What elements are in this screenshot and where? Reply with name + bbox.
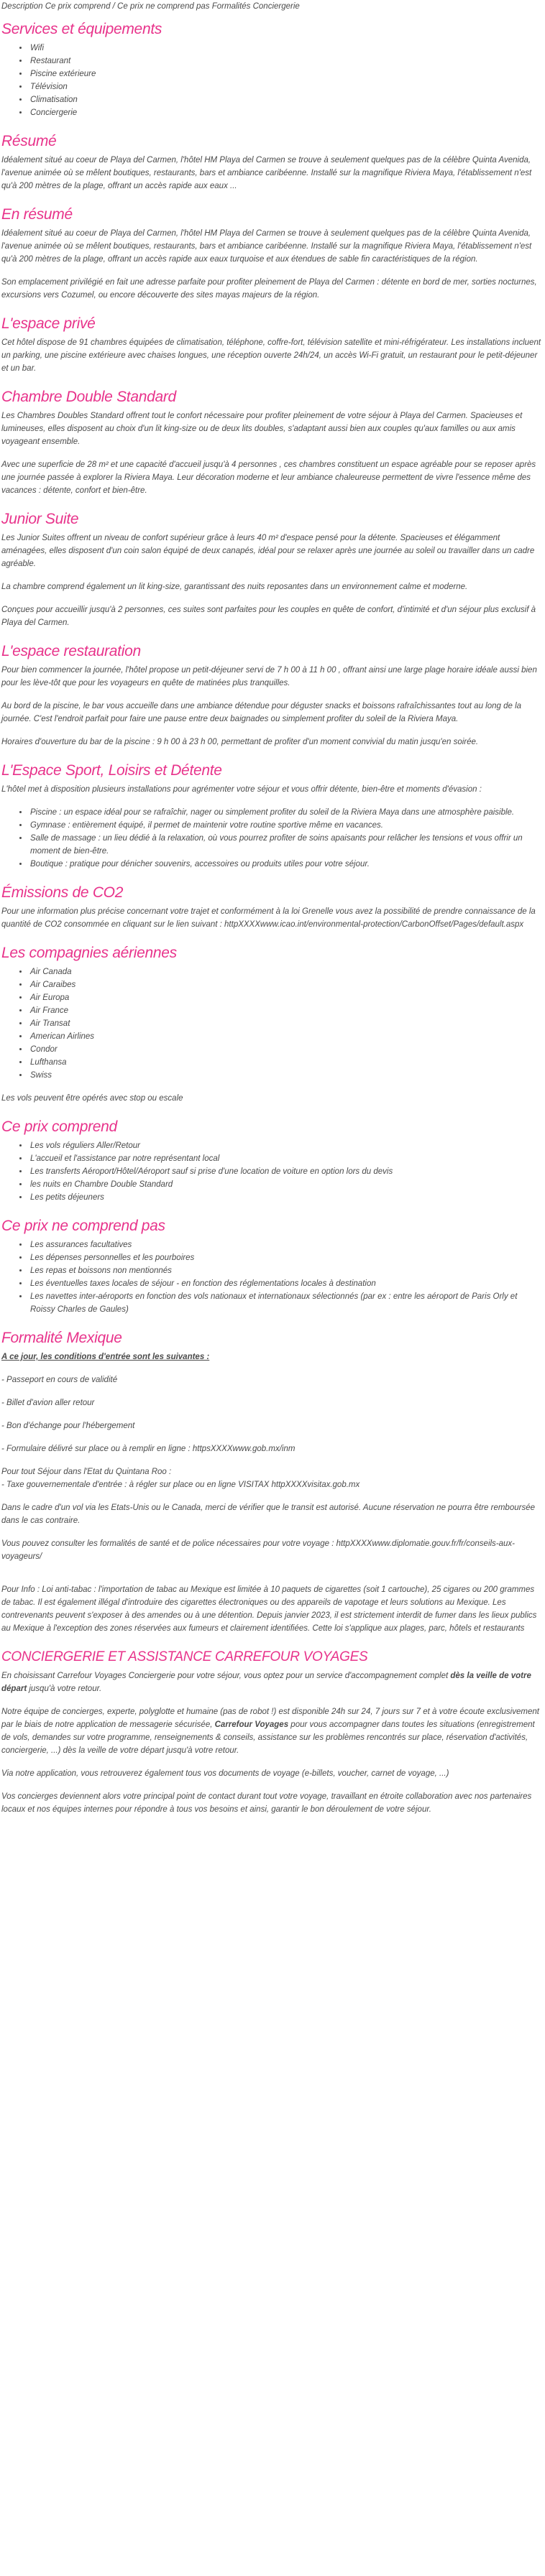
conciergerie-text-1-end: jusqu'à votre retour.: [27, 1685, 102, 1693]
sport-list: [1, 806, 544, 871]
formalite-line-passeport: - Passeport en cours de validité: [1, 1376, 118, 1384]
chambre-heading: Chambre Double Standard: [1, 389, 176, 405]
formalite-transit: Dans le cadre d'un vol via les Etats-Unis ou le Canada, merci de vérifier que le transit est autorisé. Aucune réservation ne pourra être remboursée dans le cas contraire.: [1, 1504, 535, 1525]
list-item: • Boutique : pratique pour dénicher souvenirs, accessoires ou produits utiles pour votre séjour.: [29, 858, 544, 871]
formalite-quintana-roo: Pour tout Séjour dans l'Etat du Quintana Roo :: [1, 1468, 172, 1476]
formalite-line-bon: - Bon d'échange pour l'hébergement: [1, 1422, 135, 1430]
list-item: • Air Europa: [29, 991, 544, 1004]
list-item: • Les éventuelles taxes locales de séjour - en fonction des réglementations locales à destination: [29, 1277, 544, 1290]
list-item: • Climatisation: [29, 93, 544, 106]
en-resume-text-1: Idéalement situé au coeur de Playa del Carmen, l'hôtel HM Playa del Carmen se trouve à seulement quelques pas de la célèbre Quinta Avenida, l'avenue animée où se mêlent boutiques, restaurants, bars et ambiance caribéenne. Installé sur la magnifique Riviera Maya, l'établissement n'est qu'à 200 mètres de la plage, offrant un accès rapide aux eaux turquoise et aux étendues de sable fin caractéristiques de la région.: [1, 229, 532, 264]
list-item: • L'accueil et l'assistance par notre représentant local: [29, 1152, 544, 1165]
compagnies-heading: Les compagnies aériennes: [1, 945, 177, 961]
junior-text-1: Les Junior Suites offrent un niveau de confort supérieur grâce à leurs 40 m² d'espace pensé pour la détente. Spacieuses et élégamment aménagées, elles disposent d'un coin salon équipé de deux canapés, idéal pour se relaxer après une journée au soleil ou travailler dans un cadre agréable.: [1, 534, 535, 568]
list-item: • Piscine : un espace idéal pour se rafraîchir, nager ou simplement profiter du soleil de la Riviera Maya dans une atmosphère paisible.: [29, 806, 544, 819]
conciergerie-text-2-start: Notre équipe de concierges, experte, polyglotte et humaine (pas de robot !) est disponible 24h sur 24, 7 jours sur 7 et à votre écoute exclusivement par le biais de notre application de messagerie sécurisée,: [1, 1708, 539, 1729]
chambre-text-1: Les Chambres Doubles Standard offrent tout le confort nécessaire pour profiter pleinement de votre séjour à Playa del Carmen. Spacieuses et lumineuses, elles disposent au choix d'un lit king-size ou de deux lits doubles, s'adaptant aussi bien aux couples qu'aux familles ou aux amis voyageant ensemble.: [1, 412, 523, 446]
list-item: • Gymnase : entièrement équipé, il permet de maintenir votre routine sportive même en vacances.: [29, 819, 544, 832]
conciergerie-text-2-end: pour vous accompagner dans toutes les situations (enregistrement de vols, demandes sur votre programme, renseignements & conseils, assistance sur les problèmes rencontrés sur place, réservation d'activités, conciergerie, ...) dès la veille de votre départ jusqu'à votre retour.: [1, 1720, 535, 1755]
services-heading: Services et équipements: [1, 21, 162, 37]
comprend-heading: Ce prix comprend: [1, 1118, 117, 1135]
conciergerie-text-3: Via notre application, vous retrouverez également tous vos documents de voyage (e-billets, voucher, carnet de voyage, ...): [1, 1769, 449, 1778]
list-item: • Télévision: [29, 80, 544, 93]
sport-text: L'hôtel met à disposition plusieurs installations pour agrémenter votre séjour et vous offrir détente, bien-être et moments d'évasion :: [1, 785, 482, 794]
restauration-text-3: Horaires d'ouverture du bar de la piscine : 9 h 00 à 23 h 00, permettant de profiter d'un moment convivial du matin jusqu'en soirée.: [1, 738, 479, 746]
formalite-tabac: Pour Info : Loi anti-tabac : l'importation de tabac au Mexique est limitée à 10 paquets de cigarettes (soit 1 cartouche), 25 cigares ou 200 grammes de tabac. Il est également illégal d'introduire des cigarettes électroniques ou des appareils de vapotage et leurs solutions au Mexique. Les contrevenants peuvent s'exposer à des amendes ou à une détention. Depuis janvier 2023, il est strictement interdit de fumer dans les lieux publics au Mexique à l'exception des zones réservées aux fumeurs et clairement identifiées. Cette loi s'applique aux plages, parc, hôtels et restaurants: [1, 1585, 537, 1633]
list-item: • les nuits en Chambre Double Standard: [29, 1178, 544, 1191]
comprend-list: [1, 1139, 544, 1204]
list-item: • Les repas et boissons non mentionnés: [29, 1264, 544, 1277]
list-item: • Les dépenses personnelles et les pourboires: [29, 1251, 544, 1264]
formalite-taxe: - Taxe gouvernementale d'entrée : à régler sur place ou en ligne VISITAX httpXXXXvisitax.gob.mx: [1, 1481, 360, 1489]
junior-suite-heading: Junior Suite: [1, 511, 79, 527]
list-item: • Swiss: [29, 1069, 544, 1082]
list-item: • Wifi: [29, 42, 544, 55]
co2-heading: Émissions de CO2: [1, 884, 124, 901]
list-item: • Les transferts Aéroport/Hôtel/Aéroport sauf si prise d'une location de voiture en option lors du devis: [29, 1165, 544, 1178]
conciergerie-text-2: [1, 1705, 544, 1757]
compagnies-note: Les vols peuvent être opérés avec stop ou escale: [1, 1094, 183, 1103]
resume-heading: Résumé: [1, 133, 57, 149]
en-resume-heading: En résumé: [1, 206, 73, 223]
list-item: • Conciergerie: [29, 106, 544, 119]
list-item: • Restaurant: [29, 55, 544, 68]
list-item: • Les petits déjeuners: [29, 1191, 544, 1204]
list-item: • American Airlines: [29, 1030, 544, 1043]
restauration-heading: L'espace restauration: [1, 643, 141, 659]
chambre-text-2: Avec une superficie de 28 m² et une capacité d'accueil jusqu'à 4 personnes , ces chambres constituent un espace agréable pour se reposer après une journée passée à explorer la Riviera Maya. Leur décoration moderne et leur ambiance chaleureuse permettent de vivre l'essence même des vacances : détente, confort et bien-être.: [1, 460, 536, 495]
list-item: • Les vols réguliers Aller/Retour: [29, 1139, 544, 1152]
list-item: • Les assurances facultatives: [29, 1238, 544, 1251]
list-item: • Air Caraibes: [29, 978, 544, 991]
conciergerie-text-1-bold: dès la veille de votre départ: [1, 1672, 531, 1693]
resume-text: Idéalement situé au coeur de Playa del Carmen, l'hôtel HM Playa del Carmen se trouve à seulement quelques pas de la célèbre Quinta Avenida, l'avenue animée où se mêlent boutiques, restaurants, bars et ambiance caribéenne. Installé sur la magnifique Riviera Maya, l'établissement n'est qu'à 200 mètres de la plage, offrant un accès rapide aux eaux ...: [1, 156, 532, 190]
ne-comprend-list: [1, 1238, 544, 1316]
restauration-text-1: Pour bien commencer la journée, l'hôtel propose un petit-déjeuner servi de 7 h 00 à 11 h 00 , offrant ainsi une large plage horaire idéale aussi bien pour les lève-tôt que pour les voyageurs en quête de matinées plus tranquilles.: [1, 666, 537, 687]
ne-comprend-heading: Ce prix ne comprend pas: [1, 1218, 165, 1234]
description-tabs-line: Description Ce prix comprend / Ce prix ne comprend pas Formalités Conciergerie: [1, 2, 300, 11]
formalite-heading: Formalité Mexique: [1, 1330, 122, 1346]
formalite-conditions-heading: A ce jour, les conditions d'entrée sont les suivantes :: [1, 1353, 210, 1361]
list-item: • Les navettes inter-aéroports en fonction des vols nationaux et internationaux sélectionnés (par ex : entre les aéroport de Paris Orly et Roissy Charles de Gaules): [29, 1290, 544, 1316]
list-item: • Piscine extérieure: [29, 68, 544, 80]
list-item: • Salle de massage : un lieu dédié à la relaxation, où vous pourrez profiter de soins apaisants pour relâcher les tensions et vous offrir un moment de bien-être.: [29, 832, 544, 858]
spacer: [1, 1573, 544, 1583]
junior-text-3: Conçues pour accueillir jusqu'à 2 personnes, ces suites sont parfaites pour les couples en quête de confort, d'intimité et d'un séjour plus exclusif à Playa del Carmen.: [1, 606, 536, 627]
compagnies-list: [1, 965, 544, 1082]
conciergerie-text-2-bold: Carrefour Voyages: [214, 1720, 289, 1729]
list-item: • Lufthansa: [29, 1056, 544, 1069]
en-resume-text-2: Son emplacement privilégié en fait une adresse parfaite pour profiter pleinement de Playa del Carmen : détente en bord de mer, sorties nocturnes, excursions vers Cozumel, ou encore découverte des sites mayas majeurs de la région.: [1, 278, 537, 300]
junior-text-2: La chambre comprend également un lit king-size, garantissant des nuits reposantes dans un environnement calme et moderne.: [1, 583, 468, 591]
services-list: [1, 42, 544, 119]
conciergerie-text-1: [1, 1669, 544, 1695]
restauration-text-2: Au bord de la piscine, le bar vous accueille dans une ambiance détendue pour déguster snacks et boissons rafraîchissantes tout au long de la journée. C'est l'endroit parfait pour faire une pause entre deux baignades ou simplement profiter du soleil de la Riviera Maya.: [1, 702, 522, 723]
formalite-line-billet: - Billet d'avion aller retour: [1, 1399, 95, 1407]
conciergerie-heading: CONCIERGERIE ET ASSISTANCE CARREFOUR VOYAGES: [1, 1649, 368, 1664]
list-item: • Air France: [29, 1004, 544, 1017]
formalite-line-formulaire: - Formulaire délivré sur place ou à remplir en ligne : httpsXXXXwww.gob.mx/inm: [1, 1445, 296, 1453]
conciergerie-text-1-start: En choisissant Carrefour Voyages Conciergerie pour votre séjour, vous optez pour un service d'accompagnement complet: [1, 1672, 451, 1680]
list-item: • Air Canada: [29, 965, 544, 978]
espace-prive-text: Cet hôtel dispose de 91 chambres équipées de climatisation, téléphone, coffre-fort, télévision satellite et mini-réfrigérateur. Les installations incluent un parking, une piscine extérieure avec chaises longues, une réception ouverte 24h/24, un accès Wi-Fi gratuit, un restaurant pour le petit-déjeuner et un bar.: [1, 338, 541, 373]
list-item: • Air Transat: [29, 1017, 544, 1030]
sport-heading: L'Espace Sport, Loisirs et Détente: [1, 762, 222, 779]
list-item: • Condor: [29, 1043, 544, 1056]
conciergerie-text-4: Vos concierges deviennent alors votre principal point de contact durant tout votre voyage, travaillant en étroite collaboration avec nos partenaires locaux et nos équipes internes pour répondre à tous vos besoins et ainsi, garantir le bon déroulement de votre séjour.: [1, 1792, 532, 1814]
co2-text: Pour une information plus précise concernant votre trajet et conformément à la loi Grenelle vous avez la possibilité de prendre connaissance de la quantité de CO2 consommée en cliquant sur le lien suivant : httpXXXXwww.icao.int/environmental-protection/CarbonOffset/Pages/default.aspx: [1, 907, 536, 929]
espace-prive-heading: L'espace privé: [1, 315, 96, 332]
formalite-sante: Vous pouvez consulter les formalités de santé et de police nécessaires pour votre voyage : httpXXXXwww.diplomatie.gouv.fr/fr/conseils-aux-voyageurs/: [1, 1539, 515, 1561]
